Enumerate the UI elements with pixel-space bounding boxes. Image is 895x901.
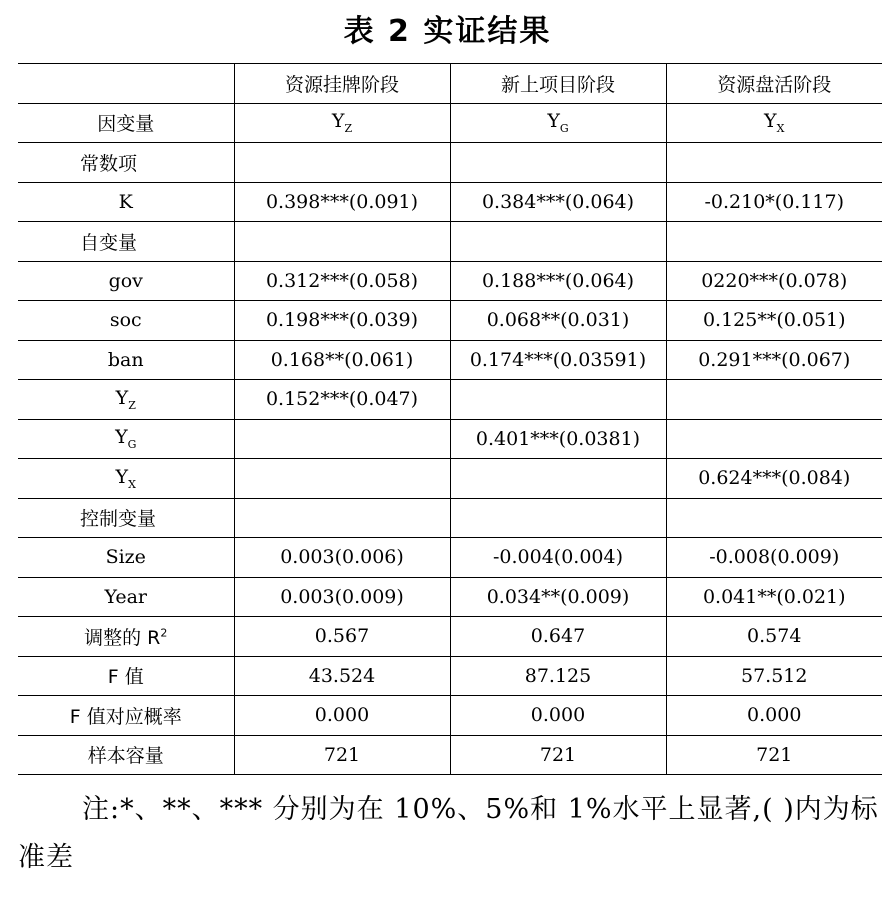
value-text: 0220***(0.078): [701, 269, 848, 292]
row-label-text: Y: [115, 426, 128, 449]
value-text: -0.004(0.004): [492, 546, 624, 569]
value-text: 0.174***(0.03591): [469, 348, 647, 371]
row-label: [18, 419, 234, 459]
value-cell: [450, 696, 666, 736]
row-label-text: Y: [115, 465, 129, 488]
table-header: [18, 64, 882, 104]
value-cell: [234, 222, 450, 262]
row-label-text: 因变量: [97, 113, 155, 136]
row-label: [18, 103, 234, 143]
value-cell: [234, 182, 450, 222]
header-row: [18, 64, 882, 104]
table-row: [18, 498, 882, 538]
value-text: 0.401***(0.0381): [475, 427, 641, 450]
value-subscript: X: [776, 122, 785, 136]
value-text: 0.068**(0.031): [486, 309, 630, 332]
value-cell: [666, 301, 882, 341]
value-text: 0.000: [747, 704, 802, 727]
row-label-text: Size: [105, 546, 146, 569]
row-label: [18, 577, 234, 617]
header-cell-new-project-stage: 新上项目阶段: [450, 64, 666, 104]
value-cell: [666, 261, 882, 301]
value-cell: [666, 696, 882, 736]
value-cell: [234, 696, 450, 736]
row-label: [18, 696, 234, 736]
value-cell: [450, 143, 666, 183]
row-label-subscript: X: [128, 477, 136, 491]
value-text: 0.041**(0.021): [702, 585, 846, 608]
row-label-text: 自变量: [80, 231, 138, 254]
value-cell: [666, 182, 882, 222]
row-label-text: 样本容量: [87, 745, 164, 768]
value-subscript: G: [559, 122, 569, 136]
value-text: Y: [764, 110, 777, 133]
row-label-text: F 值对应概率: [69, 705, 182, 728]
value-text: 0.000: [530, 704, 586, 727]
table-row: [18, 696, 882, 736]
row-label: [18, 459, 234, 499]
value-text: Y: [331, 110, 345, 133]
row-label-text: 控制变量: [80, 508, 157, 531]
row-label-text: gov: [108, 269, 143, 292]
value-cell: [234, 459, 450, 499]
value-text: 0.034**(0.009): [486, 585, 630, 608]
value-cell: [450, 419, 666, 459]
value-text: 0.003(0.009): [280, 585, 404, 608]
value-cell: [450, 380, 666, 420]
value-text: 0.198***(0.039): [265, 309, 419, 332]
table-row: [18, 380, 882, 420]
value-cell: [666, 735, 882, 775]
value-subscript: Z: [344, 122, 353, 136]
value-text: -0.008(0.009): [709, 546, 840, 569]
value-cell: [450, 617, 666, 657]
row-label-text: soc: [109, 309, 142, 332]
value-cell: [450, 261, 666, 301]
value-cell: [450, 103, 666, 143]
row-label: [18, 182, 234, 222]
value-text: 43.524: [308, 664, 376, 687]
table-row: [18, 617, 882, 657]
value-cell: [234, 498, 450, 538]
row-label: [18, 222, 234, 262]
row-label: [18, 617, 234, 657]
value-text: 0.291***(0.067): [698, 348, 851, 371]
row-label: [18, 735, 234, 775]
table-footnote: 注:*、**、*** 分别为在 10%、5%和 1%水平上显著,( )内为标准差: [18, 794, 879, 873]
value-text: 0.574: [747, 625, 802, 648]
value-cell: [666, 577, 882, 617]
value-cell: [666, 617, 882, 657]
value-cell: [234, 103, 450, 143]
table-row: [18, 261, 882, 301]
table-row: [18, 459, 882, 499]
value-text: -0.210*(0.117): [704, 190, 845, 213]
table-row: [18, 419, 882, 459]
value-text: 0.398***(0.091): [265, 190, 419, 213]
value-cell: [234, 380, 450, 420]
row-label: [18, 301, 234, 341]
row-label: [18, 538, 234, 578]
row-label: [18, 340, 234, 380]
row-label: [18, 656, 234, 696]
row-label: [18, 380, 234, 420]
value-text: 57.512: [741, 664, 808, 687]
value-cell: [450, 735, 666, 775]
value-text: 0.003(0.006): [280, 546, 404, 569]
value-cell: [666, 340, 882, 380]
value-cell: [450, 498, 666, 538]
value-cell: [666, 380, 882, 420]
value-cell: [666, 419, 882, 459]
table-row: [18, 103, 882, 143]
table-row: [18, 143, 882, 183]
value-cell: [234, 577, 450, 617]
row-label-text: 常数项: [80, 152, 138, 175]
value-cell: [450, 182, 666, 222]
value-cell: [234, 538, 450, 578]
value-cell: [666, 538, 882, 578]
value-text: 87.125: [524, 664, 592, 687]
value-cell: [234, 340, 450, 380]
value-cell: [666, 222, 882, 262]
value-cell: [450, 577, 666, 617]
row-label-text: Year: [104, 585, 148, 608]
value-cell: [234, 261, 450, 301]
row-label-text: K: [118, 190, 133, 213]
value-text: 721: [539, 743, 577, 766]
value-text: 0.312***(0.058): [265, 269, 419, 292]
results-table: [18, 63, 882, 775]
row-label-subscript: G: [127, 438, 137, 452]
value-cell: [666, 498, 882, 538]
value-text: 0.125**(0.051): [702, 309, 846, 332]
header-cell-listing-stage: 资源挂牌阶段: [234, 64, 450, 104]
table-row: [18, 735, 882, 775]
value-text: 0.647: [530, 625, 586, 648]
value-text: 0.188***(0.064): [481, 269, 635, 292]
header-cell-revitalization-stage: 资源盘活阶段: [666, 64, 882, 104]
row-label: [18, 143, 234, 183]
table-row: [18, 538, 882, 578]
value-cell: [450, 222, 666, 262]
value-cell: [234, 617, 450, 657]
value-cell: [450, 656, 666, 696]
value-text: 0.624***(0.084): [698, 467, 851, 490]
row-label-subscript: Z: [128, 398, 136, 412]
value-cell: [234, 301, 450, 341]
row-label-text: 调整的 R: [84, 626, 161, 649]
value-cell: [666, 459, 882, 499]
value-cell: [234, 735, 450, 775]
table-row: [18, 222, 882, 262]
row-label: [18, 498, 234, 538]
value-cell: [450, 538, 666, 578]
value-text: 721: [323, 743, 361, 766]
value-cell: [666, 143, 882, 183]
row-label-text: Y: [115, 386, 129, 409]
table-row: [18, 182, 882, 222]
value-text: 0.152***(0.047): [265, 388, 419, 411]
value-cell: [234, 143, 450, 183]
row-label-text: ban: [107, 348, 144, 371]
table-body: [18, 103, 882, 775]
row-label-text: F 值: [107, 666, 144, 689]
value-text: Y: [547, 110, 560, 133]
value-cell: [666, 656, 882, 696]
table-row: [18, 301, 882, 341]
value-cell: [234, 656, 450, 696]
value-text: 0.567: [314, 625, 370, 648]
value-cell: [450, 301, 666, 341]
value-cell: [450, 459, 666, 499]
value-cell: [234, 419, 450, 459]
header-cell-stub: [18, 64, 234, 104]
table-title: 表 2 实证结果: [343, 14, 552, 49]
value-cell: [450, 340, 666, 380]
value-cell: [666, 103, 882, 143]
row-label: [18, 261, 234, 301]
value-text: 0.000: [314, 704, 370, 727]
table-row: [18, 340, 882, 380]
table-row: [18, 656, 882, 696]
row-label-superscript: 2: [160, 626, 168, 640]
table-row: [18, 577, 882, 617]
value-text: 721: [756, 743, 793, 766]
value-text: 0.168**(0.061): [270, 348, 414, 371]
value-text: 0.384***(0.064): [481, 190, 635, 213]
